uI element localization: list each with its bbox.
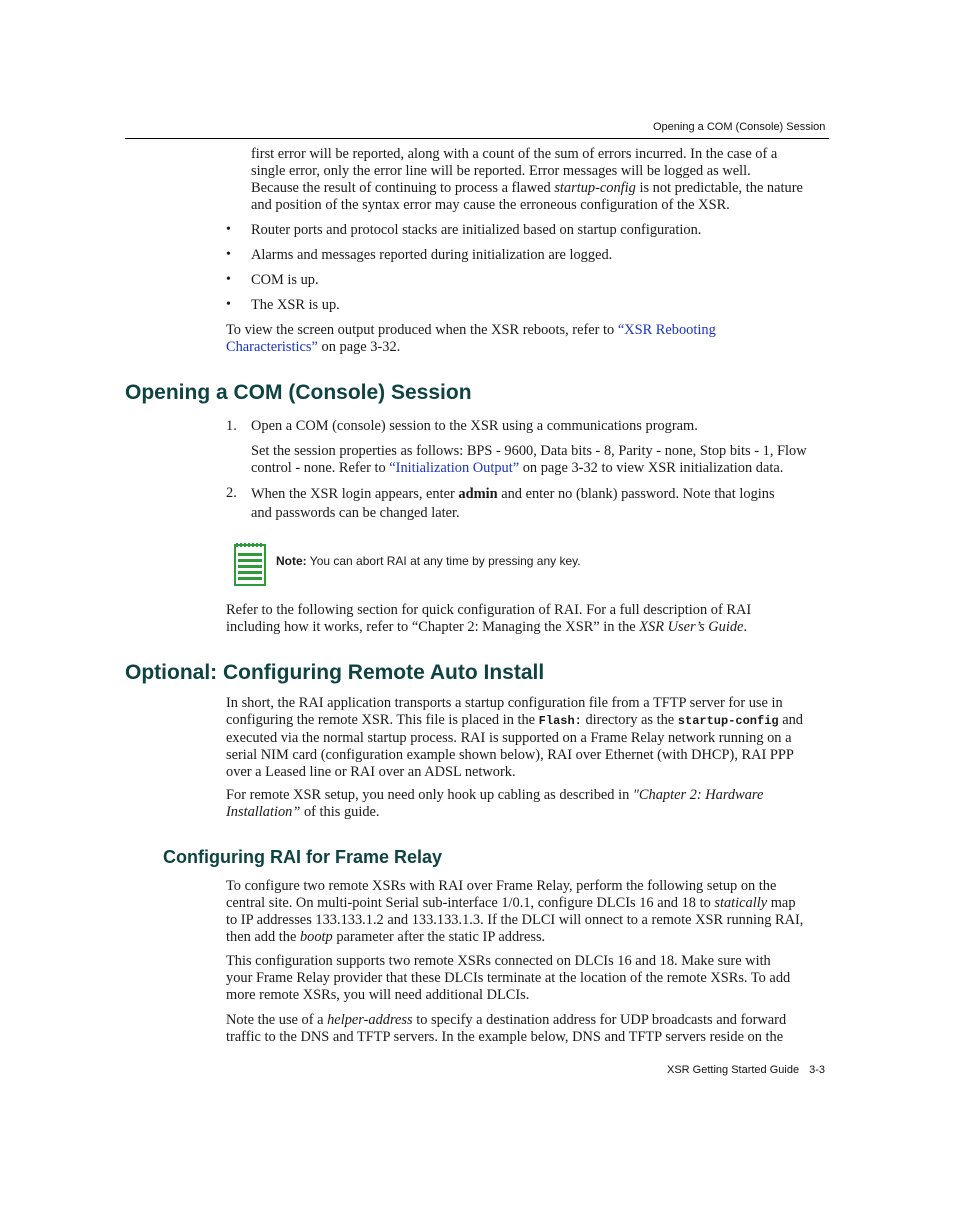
text-line: traffic to the DNS and TFTP servers. In the example below, DNS and TFTP servers reside on the bbox=[226, 1029, 784, 1045]
hardware-chapter-ref: Installation” bbox=[226, 804, 301, 820]
text-line bbox=[226, 619, 830, 636]
running-header: Opening a COM (Console) Session bbox=[653, 121, 826, 133]
text-run: and enter no (blank) password. Note that logins bbox=[497, 486, 775, 502]
step-text bbox=[251, 485, 831, 523]
page-number: 3-3 bbox=[809, 1064, 825, 1076]
text-line: over a Leased line or RAI over an ADSL network. bbox=[226, 764, 516, 780]
text-line bbox=[226, 895, 830, 912]
initialization-output-link[interactable]: “Initialization Output” bbox=[389, 460, 520, 476]
bullet-item: The XSR is up. bbox=[251, 297, 340, 313]
startup-config-term: startup-config bbox=[554, 180, 636, 196]
fr-paragraph-2 bbox=[226, 953, 830, 1004]
bootp-term: bootp bbox=[299, 929, 333, 945]
note-body: You can abort RAI at any time by pressing any key. bbox=[306, 554, 581, 568]
section-title-rai: Optional: Configuring Remote Auto Install bbox=[125, 661, 545, 684]
statically-term: statically bbox=[714, 895, 768, 911]
text-run: on page 3-32 to view XSR initialization data. bbox=[519, 460, 784, 476]
text-line: This configuration supports two remote XSRs connected on DLCIs 16 and 18. Make sure with bbox=[226, 953, 771, 969]
note-label: Note: bbox=[276, 554, 307, 568]
section-title-com: Opening a COM (Console) Session bbox=[125, 381, 472, 404]
helper-address-term: helper-address bbox=[327, 1012, 413, 1028]
text-line: more remote XSRs, you will need additional DLCIs. bbox=[226, 987, 530, 1003]
text-line bbox=[226, 787, 830, 804]
text-run: central site. On multi-point Serial sub-interface 1/0.1, configure DLCIs 16 and 18 to bbox=[226, 895, 715, 911]
bullet-glyph: • bbox=[226, 272, 231, 287]
text-run: map bbox=[767, 895, 796, 911]
text-line: Set the session properties as follows: BPS - 9600, Data bits - 8, Parity - none, Stop bits - 1, Flow bbox=[251, 443, 807, 459]
footer-guide-title: XSR Getting Started Guide bbox=[667, 1064, 800, 1076]
rai-paragraph-1 bbox=[226, 695, 830, 781]
text-line: serial NIM card (configuration example shown below), RAI over Ethernet (with DHCP), RAI PPP bbox=[226, 747, 794, 763]
text-line: and position of the syntax error may cause the erroneous configuration of the XSR. bbox=[251, 197, 730, 213]
text-line: and passwords can be changed later. bbox=[251, 505, 460, 521]
text-run: Note the use of a bbox=[226, 1012, 328, 1028]
fr-paragraph-1 bbox=[226, 878, 830, 946]
bullet-glyph: • bbox=[226, 222, 231, 237]
xsr-rebooting-link[interactable]: “XSR Rebooting bbox=[617, 322, 716, 338]
continuation-paragraph bbox=[251, 146, 831, 214]
text-run: on page 3-32. bbox=[317, 339, 401, 355]
text-line: to IP addresses 133.133.1.2 and 133.133.1.3. If the DLCI will onnect to a remote XSR running RAI, bbox=[226, 912, 804, 928]
admin-term: admin bbox=[458, 486, 498, 502]
bullet-glyph: • bbox=[226, 297, 231, 312]
note-text bbox=[276, 554, 581, 568]
text-line bbox=[251, 485, 831, 504]
text-run: then add the bbox=[226, 929, 300, 945]
text-run: of this guide. bbox=[300, 804, 380, 820]
xsr-rebooting-link[interactable]: Characteristics” bbox=[226, 339, 318, 355]
bullet-item: COM is up. bbox=[251, 272, 319, 288]
text-run: Because the result of continuing to process a flawed bbox=[251, 180, 555, 196]
step-text: Open a COM (console) session to the XSR using a communications program. bbox=[251, 418, 698, 434]
step-detail bbox=[251, 443, 831, 477]
text-line: Refer to the following section for quick configuration of RAI. For a full description of RAI bbox=[226, 602, 752, 618]
bullet-item: Alarms and messages reported during initialization are logged. bbox=[251, 247, 613, 263]
text-line: your Frame Relay provider that these DLCIs terminate at the location of the remote XSRs. To add bbox=[226, 970, 791, 986]
text-line bbox=[226, 322, 830, 339]
text-line bbox=[251, 460, 831, 477]
text-run: directory as the bbox=[581, 712, 678, 728]
text-line bbox=[226, 1012, 830, 1029]
header-rule bbox=[125, 138, 829, 139]
text-run: . bbox=[743, 619, 748, 635]
text-line bbox=[226, 929, 830, 946]
footer bbox=[667, 1064, 825, 1076]
text-run: To view the screen output produced when the XSR reboots, refer to bbox=[226, 322, 618, 338]
flash-code: Flash: bbox=[538, 714, 582, 728]
rai-paragraph-2 bbox=[226, 787, 830, 821]
startup-config-code: startup-config bbox=[677, 714, 779, 728]
text-line bbox=[226, 804, 830, 821]
text-run: including how it works, refer to “Chapter 2: Managing the XSR” in the bbox=[226, 619, 640, 635]
text-line bbox=[226, 712, 830, 730]
text-line: In short, the RAI application transports a startup configuration file from a TFTP server for use in bbox=[226, 695, 783, 711]
text-run: control - none. Refer to bbox=[251, 460, 390, 476]
text-run: For remote XSR setup, you need only hook up cabling as described in bbox=[226, 787, 633, 803]
text-line bbox=[226, 339, 830, 356]
text-run: to specify a destination address for UDP broadcasts and forward bbox=[412, 1012, 787, 1028]
followup-paragraph bbox=[226, 602, 830, 636]
step-number: 2. bbox=[226, 485, 237, 501]
hardware-chapter-ref: "Chapter 2: Hardware bbox=[632, 787, 764, 803]
bullet-glyph: • bbox=[226, 247, 231, 262]
users-guide-title: XSR User’s Guide bbox=[639, 619, 744, 635]
fr-paragraph-3 bbox=[226, 1012, 830, 1046]
text-run: configuring the remote XSR. This file is placed in the bbox=[226, 712, 539, 728]
text-line bbox=[251, 180, 831, 197]
bullet-item: Router ports and protocol stacks are initialized based on startup configuration. bbox=[251, 222, 702, 238]
notepad-icon bbox=[233, 541, 267, 587]
text-run: is not predictable, the nature bbox=[635, 180, 803, 196]
text-line: executed via the normal startup process. RAI is supported on a Frame Relay network running on a bbox=[226, 730, 792, 746]
text-run: When the XSR login appears, enter bbox=[251, 486, 459, 502]
text-line: single error, only the error line will be reported. Error messages will be logged as well. bbox=[251, 163, 751, 179]
text-run: parameter after the static IP address. bbox=[332, 929, 546, 945]
step-number: 1. bbox=[226, 418, 237, 434]
reboot-reference-paragraph bbox=[226, 322, 830, 356]
text-line: To configure two remote XSRs with RAI over Frame Relay, perform the following setup on the bbox=[226, 878, 777, 894]
text-run: and bbox=[778, 712, 804, 728]
text-line: first error will be reported, along with a count of the sum of errors incurred. In the case of a bbox=[251, 146, 778, 162]
subsection-title-frame-relay: Configuring RAI for Frame Relay bbox=[163, 847, 443, 867]
